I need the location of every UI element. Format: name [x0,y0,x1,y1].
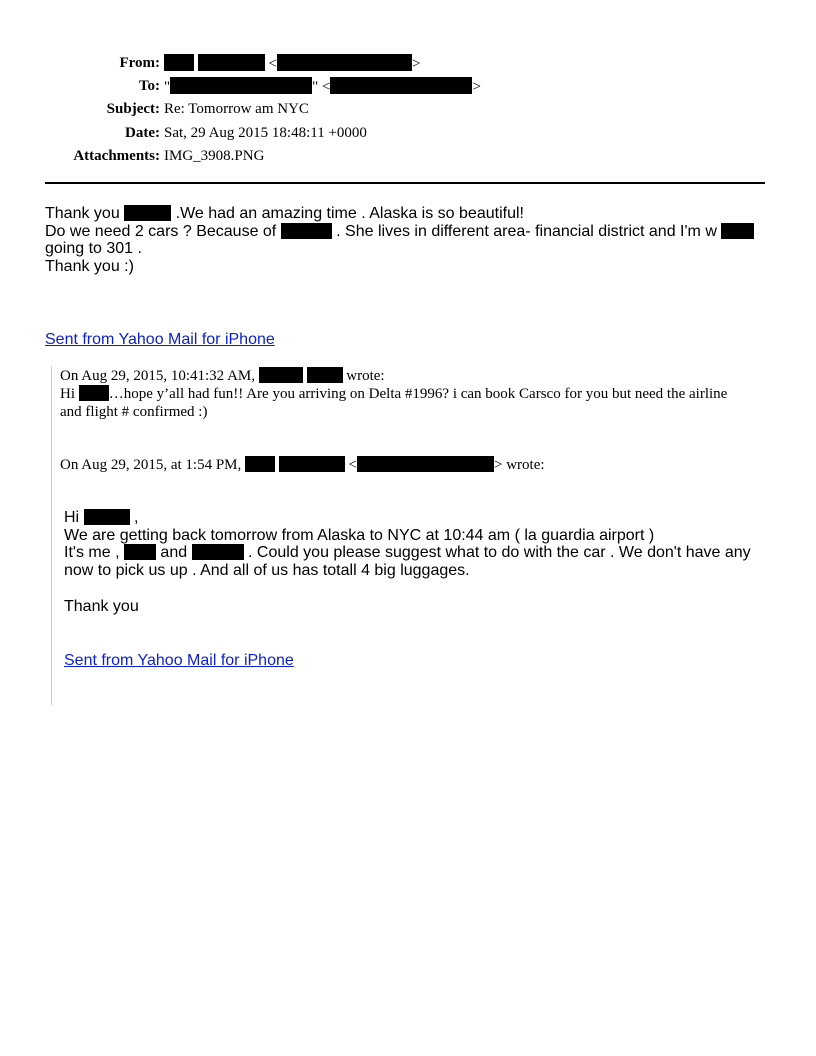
header-divider [45,182,765,184]
reply2-intro: On Aug 29, 2015, at 1:54 PM, < > wrote: [60,457,545,473]
text-span: On Aug 29, 2015, at 1:54 PM, [60,457,242,473]
attachments-row [0,147,816,170]
text-span: wrote: [506,457,545,473]
to-value: " " < > [164,79,481,96]
text-span: On Aug 29, 2015, 10:41:32 AM, [60,368,256,384]
yahoo-mail-link[interactable]: Sent from Yahoo Mail for iPhone [45,331,275,348]
redacted-block [330,77,472,94]
text-span: Thank you [45,205,120,222]
attachment-filename: IMG_3908.PNG [164,147,265,164]
message-line [45,223,775,241]
yahoo-mail-link[interactable]: Sent from Yahoo Mail for iPhone [64,651,294,669]
redacted-block [124,544,156,560]
signature [45,331,275,349]
text-span: . She lives in different area- financial district and I'm w [336,222,717,240]
redacted-block [170,77,312,94]
message-line: going to 301 . [45,240,142,257]
reply1-intro [60,367,780,385]
message-line [64,544,779,562]
text-span: It's me , [64,544,120,561]
thanks-line: Thank you [64,598,139,615]
redacted-block [79,385,109,401]
text-span: Hi [60,386,75,402]
message-body [45,205,775,275]
redacted-block [245,456,275,472]
redacted-block [357,456,494,472]
redacted-block [307,367,343,383]
subject-row [0,100,816,123]
redacted-block [198,54,265,71]
email-header [0,54,816,170]
from-label: From: [119,55,160,71]
redacted-block [259,367,303,383]
redacted-block [192,544,244,560]
redacted-block [84,509,130,525]
to-label: To: [138,78,160,95]
text-span: wrote: [346,368,385,384]
from-row [0,54,816,77]
subject-label: Subject: [106,101,160,118]
text-span: and flight # confirmed :) [60,404,208,420]
quoted-thread [51,366,782,705]
date-label: Date: [125,124,160,141]
signature [64,652,779,670]
greeting-line [64,509,779,527]
redacted-block [721,223,754,239]
text-span: Hi [64,509,80,526]
attachments-label: Attachments: [73,147,160,164]
redacted-block [281,223,332,239]
redacted-block [279,456,345,472]
date-value: Sat, 29 Aug 2015 18:48:11 +0000 [164,124,367,141]
redacted-block [277,54,412,71]
message-line [45,205,775,223]
text-span: and [160,544,188,561]
text-span: . Could you please suggest what to do with the car . We don't have any [248,544,751,561]
message-line: Thank you :) [45,257,134,275]
redacted-block [164,54,194,71]
reply1-text [60,385,780,421]
to-row [0,77,816,100]
subject-value: Re: Tomorrow am NYC [164,101,309,118]
text-span: Do we need 2 cars ? Because of [45,222,277,240]
original-message [64,509,779,669]
text-span: , [134,509,139,526]
message-line: now to pick us up . And all of us has totall 4 big luggages. [64,561,470,579]
date-row [0,124,816,147]
from-value: < > [164,54,420,73]
redacted-block [124,205,171,221]
text-span: .We had an amazing time . Alaska is so beautiful! [175,205,524,222]
text-span: …hope y’all had fun!! Are you arriving on Delta #1996? i can book Carsco for you but need the airline [108,386,728,402]
message-line: We are getting back tomorrow from Alaska to NYC at 10:44 am ( la guardia airport ) [64,526,655,544]
